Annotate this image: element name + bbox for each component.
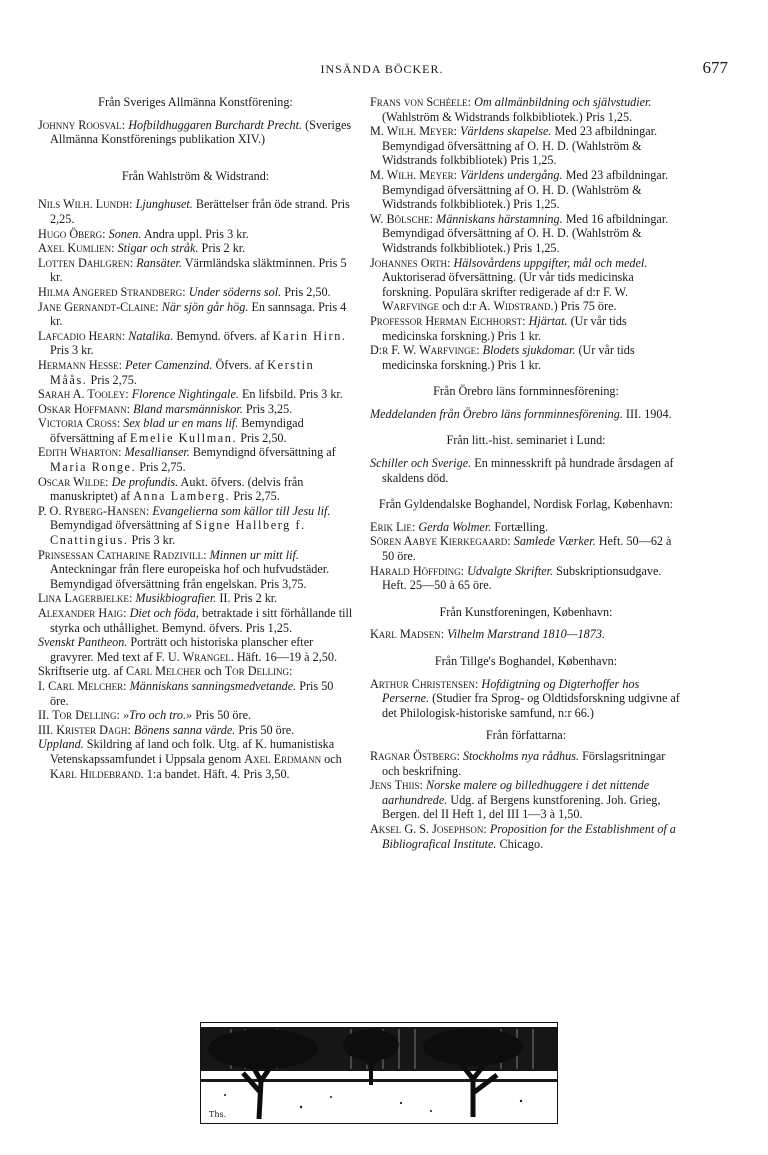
book-entry: Aksel G. S. Josephson: Proposition for the Establishment of a Bibliografical Institute. Chicago. bbox=[370, 821, 676, 851]
book-entry: III. Krister Dagh: Bönens sanna värde. Pris 50 öre. bbox=[38, 722, 295, 737]
book-entry: Jane Gernandt-Claine: När sjön går hög. En sannsaga. Pris 4 kr. bbox=[38, 299, 347, 329]
section-heading: Från författarna: bbox=[485, 728, 567, 743]
book-entry: Ragnar Östberg: Stockholms nya rådhus. Förslagsritningar och beskrifning. bbox=[370, 748, 666, 778]
book-entry: Nils Wilh. Lundh: Ljunghuset. Berättelser från öde strand. Pris 2,25. bbox=[38, 197, 350, 226]
book-entry: Sören Aabye Kierkegaard: Samlede Værker. Heft. 50—62 à 50 öre. bbox=[370, 534, 672, 564]
book-entry: Axel Kumlien: Stigar och stråk. Pris 2 kr. bbox=[38, 241, 246, 256]
book-entry: Karl Madsen: Vilhelm Marstrand 1810—1873. bbox=[370, 627, 605, 642]
book-entry: Frans von Schéele: Om allmänbildning och självstudier. (Wahlström & Widstrands folkbibliotek.) Pris 1,25. bbox=[370, 95, 652, 124]
book-entry: Skriftserie utg. af Carl Melcher och Tor Delling: bbox=[38, 664, 293, 679]
page-number: 677 bbox=[702, 58, 728, 77]
book-entry: Victoria Cross: Sex blad ur en mans lif. Bemyndigad öfversättning af Emelie Kullman. Pris 2,50. bbox=[38, 416, 304, 445]
decorative-vignette bbox=[200, 1022, 558, 1124]
book-entry: Lotten Dahlgren: Ransäter. Värmländska släktminnen. Pris 5 kr. bbox=[38, 255, 347, 285]
book-entry: Edith Wharton: Mesallianser. Bemyndignd öfversättning af Maria Ronge. Pris 2,75. bbox=[38, 445, 336, 475]
section-heading: Från Sveriges Allmänna Konstförening: bbox=[98, 95, 293, 109]
book-entry: Professor Herman Eichhorst: Hjärtat. (Ur vår tids medicinska forskning.) Pris 1 kr. bbox=[370, 313, 627, 343]
book-entry: II. Tor Delling: »Tro och tro.» Pris 50 öre. bbox=[38, 708, 252, 723]
book-entry: Arthur Christensen: Hofdigtning og Digterhoffer hos Perserne. (Studier fra Sprog- og Oldtidsforskning udgivne af det Philologisk-historiske samfund, n:r 66.) bbox=[370, 676, 680, 720]
book-entry: Harald Höffding: Udvalgte Skrifter. Subskriptionsudgave. Heft. 25—50 à 65 öre. bbox=[370, 563, 662, 593]
book-entry: M. Wilh. Meyer: Världens undergång. Med 23 afbildningar. Bemyndigad öfversättning af O. H. D. (Wahlström & Widstrands folkbibliotek.) Pris 1,25. bbox=[370, 167, 669, 212]
section-heading: Från Wahlström & Widstrand: bbox=[121, 168, 270, 183]
book-entry: Prinsessan Catharine Radzivill: Minnen ur mitt lif. Anteckningar från flere europeiska hof och hufvudstäder. Bemyndigad öfversättning från engelskan. Pris 3,75. bbox=[38, 547, 330, 591]
book-entry: W. Bölsche: Människans härstamning. Med 16 afbildningar. Bemyndigad öfversättning af O. H. D. (Wahlström & Widstrands folkbibliotek.) Pris 1,25. bbox=[370, 211, 669, 255]
book-entry: I. Carl Melcher: Människans sanningsmedvetande. Pris 50 öre. bbox=[38, 678, 334, 708]
book-entry: Johnny Roosval: Hofbildhuggaren Burchardt Precht. (Sveriges Allmänna Konstförenings publikation XIV.) bbox=[38, 117, 352, 147]
book-entry: P. O. Ryberg-Hansen: Evangelierna som källor till Jesu lif. Bemyndigad öfversättning af Signe Hallberg f. Cnattingius. Pris 3 kr. bbox=[38, 503, 331, 548]
section-heading: Från litt.-hist. seminariet i Lund: bbox=[446, 433, 606, 448]
book-entry: M. Wilh. Meyer: Världens skapelse. Med 23 afbildningar. Bemyndigad öfversättning af O. H. D. (Wahlström & Widstrands folkbibliotek) Pris 1,25. bbox=[370, 124, 658, 168]
book-entry: Lafcadio Hearn: Natalika. Bemynd. öfvers. af Karin Hirn. Pris 3 kr. bbox=[38, 328, 347, 358]
winter-trees-illustration bbox=[201, 1023, 557, 1123]
book-entry: Jens Thiis: Norske malere og billedhuggere i det nittende aarhundrede. Udg. af Bergens kunstforening. Joh. Grieg, Bergen. del II Heft 1, del III 1—3 à 1,50. bbox=[370, 778, 661, 822]
artist-monogram: Ths. bbox=[209, 1110, 227, 1119]
book-entry: Hugo Öberg: Sonen. Andra uppl. Pris 3 kr. bbox=[38, 226, 249, 241]
ground-specks bbox=[224, 1094, 522, 1112]
book-entry: Oskar Hoffmann: Bland marsmänniskor. Pris 3,25. bbox=[38, 401, 293, 416]
page-header bbox=[36, 58, 728, 80]
section-heading: Från Gyldendalske Boghandel, Nordisk Forlag, København: bbox=[378, 497, 674, 512]
book-entry: Lina Lagerbjelke: Musikbiografier. II. Pris 2 kr. bbox=[38, 591, 278, 606]
section-heading: Från Tillge's Boghandel, København: bbox=[434, 654, 618, 668]
book-entry: Sarah A. Tooley: Florence Nightingale. En lifsbild. Pris 3 kr. bbox=[38, 387, 343, 402]
running-title: INSÄNDA BÖCKER. bbox=[320, 62, 444, 76]
book-entry: Johannes Orth: Hälsovårdens uppgifter, mål och medel. Auktoriserad öfversättning. (Ur vår tids medicinska forskning. Populära skrifter redigerade af d:r F. W. Warfvinge och d:r A. Widstrand.) Pris 75 öre. bbox=[370, 255, 648, 314]
book-entry: D:r F. W. Warfvinge: Blodets sjukdomar. (Ur vår tids medicinska forskning.) Pris 1 kr. bbox=[370, 343, 635, 372]
right-column bbox=[370, 95, 682, 851]
book-entry: Oscar Wilde: De profundis. Aukt. öfvers. (delvis från manuskriptet) af Anna Lamberg. Pris 2,75. bbox=[38, 474, 304, 504]
left-column bbox=[38, 95, 353, 781]
book-entry: Svenskt Pantheon. Porträtt och historiska planscher efter gravyrer. Med text af F. U. Wrangel. Häft. 16—19 à 2,50. bbox=[38, 635, 338, 664]
book-entry: Schiller och Sverige. En minnesskrift på hundrade årsdagen af skaldens död. bbox=[370, 456, 674, 485]
book-entry: Uppland. Skildring af land och folk. Utg. af K. humanistiska Vetenskapssamfundet i Uppsala genom Axel Erdmann och Karl Hildebrand. 1:a bandet. Häft. 4. Pris 3,50. bbox=[38, 737, 342, 781]
book-entry: Hermann Hesse: Peter Camenzind. Öfvers. af Kerstin Måås. Pris 2,75. bbox=[38, 357, 315, 387]
section-heading: Från Kunstforeningen, København: bbox=[439, 604, 613, 619]
book-entry: Alexander Haig: Diet och föda, betraktade i sitt förhållande till styrka och uthållighet. Bemynd. öfvers. Pris 1,25. bbox=[38, 606, 353, 635]
book-entry: Hilma Angered Strandberg: Under söderns sol. Pris 2,50. bbox=[38, 284, 331, 299]
section-heading: Från Örebro läns fornminnesförening: bbox=[433, 384, 619, 399]
book-entry: Meddelanden från Örebro läns fornminnesförening. III. 1904. bbox=[370, 406, 672, 421]
book-entry: Erik Lie: Gerda Wolmer. Fortælling. bbox=[370, 519, 549, 534]
